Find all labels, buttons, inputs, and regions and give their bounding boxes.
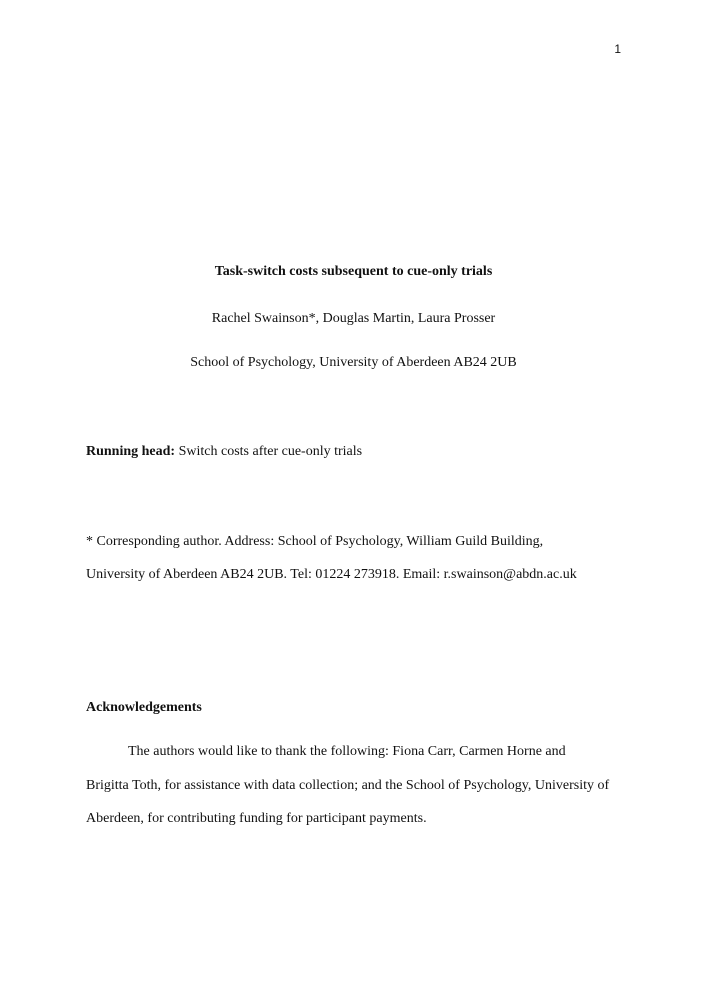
affiliation: School of Psychology, University of Aberdeen AB24 2UB (190, 355, 517, 370)
corresponding-author-line-2: University of Aberdeen AB24 2UB. Tel: 01224 273918. Email: r.swainson@abdn.ac.uk (86, 567, 577, 582)
running-head-label: Running head: (86, 444, 176, 459)
acknowledgements-line-2: Brigitta Toth, for assistance with data collection; and the School of Psychology, University of (86, 778, 610, 793)
running-head (86, 444, 362, 460)
acknowledgements-line-3: Aberdeen, for contributing funding for participant payments. (86, 811, 427, 826)
acknowledgements-heading: Acknowledgements (86, 700, 202, 715)
running-head-text: Switch costs after cue-only trials (175, 444, 363, 459)
corresponding-author-line-1: * Corresponding author. Address: School of Psychology, William Guild Building, (86, 534, 544, 549)
acknowledgements-line-1: The authors would like to thank the following: Fiona Carr, Carmen Horne and (128, 744, 566, 759)
author-list: Rachel Swainson*, Douglas Martin, Laura Prosser (211, 311, 496, 326)
page-number: 1 (614, 42, 621, 56)
paper-title: Task-switch costs subsequent to cue-only trials (214, 264, 493, 279)
